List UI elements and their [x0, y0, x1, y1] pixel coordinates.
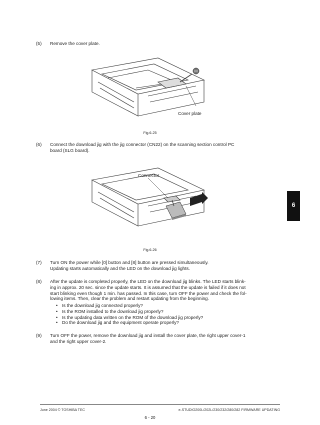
list-item: • Is the updating data written on the ROM of the download jig properly? — [56, 315, 203, 321]
step-text-line-2: Updating starts automatically and the LED on the download jig lights. — [50, 265, 190, 271]
list-item: • Do the download jig and the equipment operate properly? — [56, 320, 203, 326]
footer-left: June 2004 © TOSHIBA TEC — [40, 408, 85, 412]
download-jig-icon — [166, 200, 186, 220]
step-text-line-4: lowing items. Then, clear the problem and restart updating from the beginning. — [50, 296, 210, 302]
figure-connector — [88, 160, 208, 236]
arrow-icon — [190, 192, 208, 206]
page-number: 6 - 20 — [144, 415, 156, 420]
step-text: Remove the cover plate. — [50, 41, 100, 46]
footer-divider — [40, 404, 280, 405]
check-list — [56, 303, 203, 326]
label-cover-plate: Cover plate — [178, 111, 202, 116]
list-item: • Is the download jig connected properly? — [56, 303, 203, 309]
screw-icon — [193, 68, 199, 74]
step-text-line-3: start blinking even though 1 min. has passed. In this case, turn OFF the power and check the fol- — [50, 290, 247, 296]
step-number: (7) — [36, 260, 42, 265]
chapter-tab: 6 — [287, 191, 300, 221]
step-text-line-2: board (SLG board). — [50, 147, 90, 153]
label-connector: Connector — [138, 173, 160, 178]
figure-caption: Fig.6-25 — [143, 131, 157, 135]
step-number: (8) — [36, 279, 42, 284]
step-text-line-1: After the update is completed properly, the LED on the download jig blinks. The LED starts blink- — [50, 279, 246, 284]
figure-caption: Fig.6-26 — [143, 248, 157, 252]
step-text-line-1: Turn ON the power while [0] button and [8] button are pressed simultaneously. — [50, 260, 209, 265]
step-text-line-1: Turn OFF the power, remove the download jig and install the cover plate, the right upper cover-1 — [50, 333, 246, 338]
step-text-line-1: Connect the download jig with the jig connector (CN22) on the scanning section control PC — [50, 142, 235, 147]
list-item: • Is the ROM installed to the download jig properly? — [56, 309, 203, 315]
step-number: (6) — [36, 142, 42, 147]
step-text-line-2: ing in approx. 20 sec. since the update starts. It is assumed that the update is failed if it does not — [50, 284, 246, 290]
step-text-line-2: and the right upper cover-2. — [50, 338, 107, 344]
step-number: (9) — [36, 333, 42, 338]
step-number: (5) — [36, 41, 42, 46]
footer-right: e-STUDIO200L/202L/230/232/280/282 FIRMWARE UPDATING — [178, 408, 280, 412]
